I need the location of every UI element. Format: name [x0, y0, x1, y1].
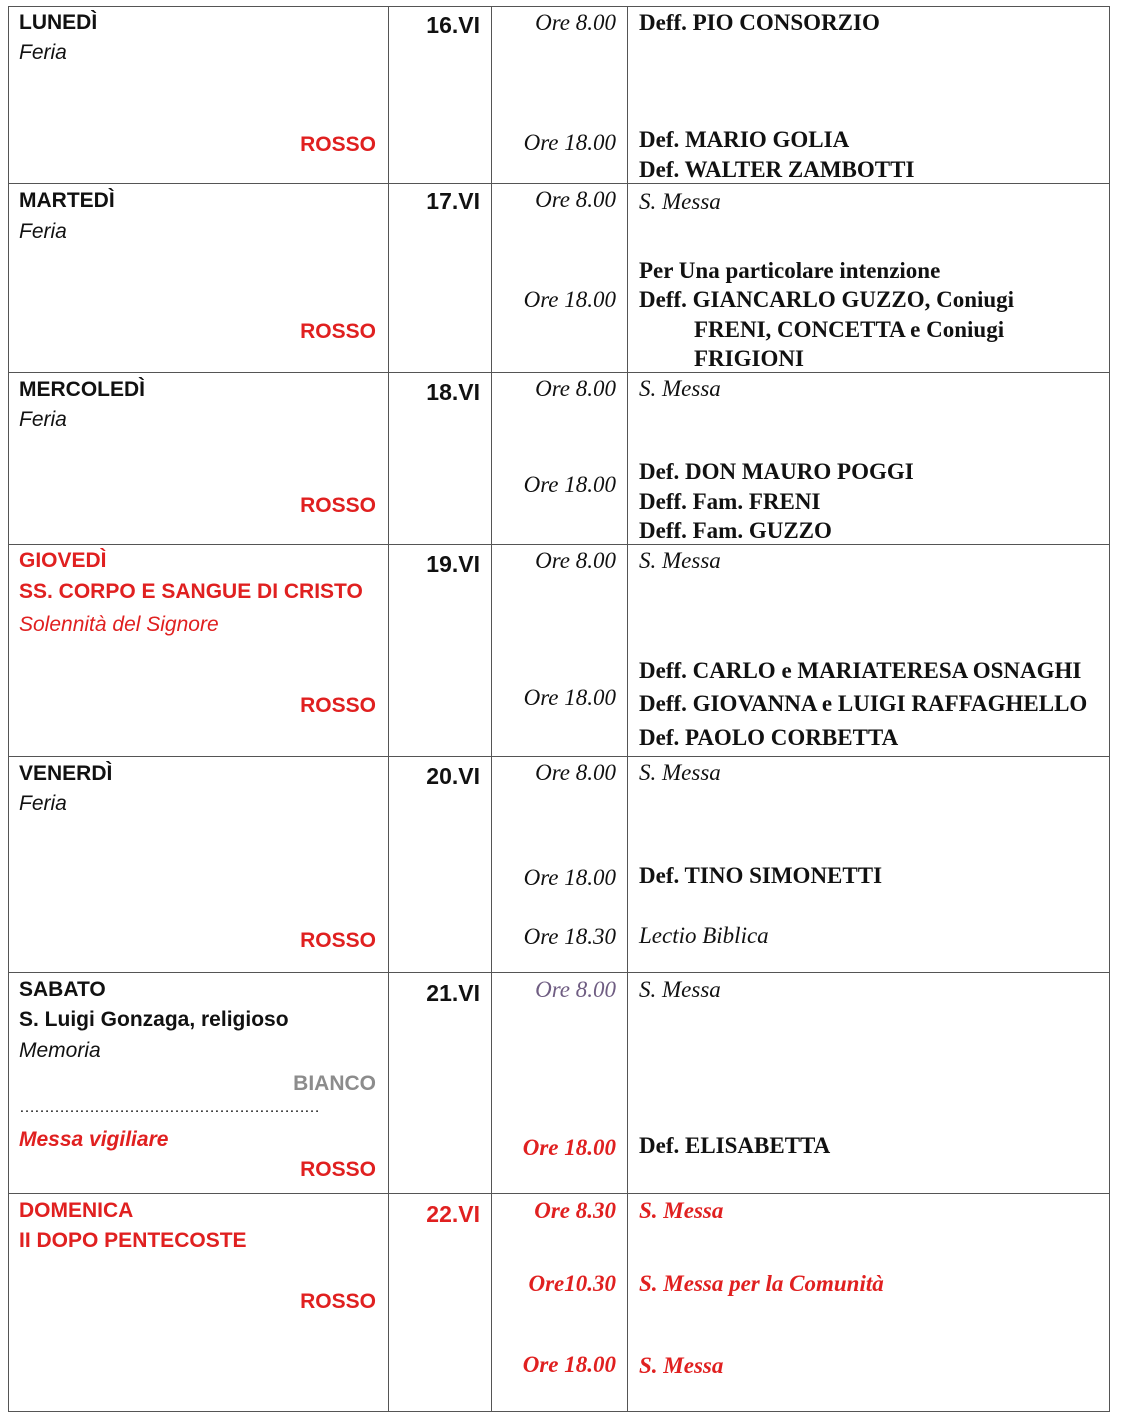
intention: FRIGIONI: [694, 346, 804, 371]
intention: Lectio Biblica: [639, 923, 769, 948]
date: 20.VI: [426, 763, 480, 789]
intention: S. Messa: [639, 189, 721, 214]
day-name: MERCOLEDÌ: [19, 378, 145, 401]
mass-time: Ore 18.00: [523, 472, 616, 497]
intention: S. Messa per la Comunità: [639, 1271, 884, 1296]
intention: Deff. Fam. GUZZO: [639, 518, 832, 543]
liturgical-color: ROSSO: [300, 320, 376, 343]
mass-time: Ore10.30: [528, 1271, 616, 1296]
day-name: LUNEDÌ: [19, 11, 98, 34]
intention: Deff. GIOVANNA e LUIGI RAFFAGHELLO: [639, 691, 1088, 716]
intention: Deff. GIANCARLO GUZZO, Coniugi: [639, 287, 1015, 312]
column-divider: [491, 7, 492, 1411]
liturgical-color: ROSSO: [300, 1290, 376, 1313]
intention: S. Messa: [639, 376, 721, 401]
row-divider: [9, 372, 1109, 373]
mass-time: Ore 18.00: [523, 287, 616, 312]
date: 22.VI: [426, 1201, 480, 1227]
intention: Deff. PIO CONSORZIO: [639, 10, 880, 35]
intention: Def. ELISABETTA: [639, 1133, 831, 1158]
mass-time: Ore 8.00: [535, 548, 616, 573]
feast-type: Feria: [19, 408, 67, 431]
intention: S. Messa: [639, 1198, 724, 1223]
intention: Def. PAOLO CORBETTA: [639, 725, 899, 750]
intention: FRENI, CONCETTA e Coniugi: [694, 317, 1005, 342]
mass-time: Ore 8.00: [535, 10, 616, 35]
feast-type: Memoria: [19, 1039, 101, 1062]
feast-type: Solennità del Signore: [19, 613, 219, 636]
day-name: MARTEDÌ: [19, 189, 115, 212]
day-name: VENERDÌ: [19, 762, 113, 785]
column-divider: [627, 7, 628, 1411]
day-name: SABATO: [19, 978, 106, 1001]
liturgical-color: ROSSO: [300, 929, 376, 952]
mass-time: Ore 8.00: [535, 376, 616, 401]
intention: S. Messa: [639, 548, 721, 573]
intention: S. Messa: [639, 977, 721, 1002]
liturgical-color: ROSSO: [300, 694, 376, 717]
liturgical-color: ROSSO: [300, 1158, 376, 1181]
column-divider: [388, 7, 389, 1411]
row-divider: [9, 1193, 1109, 1194]
separator: ……………………………………………………: [19, 1099, 319, 1116]
date: 16.VI: [426, 12, 480, 38]
intention: Deff. Fam. FRENI: [639, 489, 821, 514]
mass-time: Ore 18.30: [523, 924, 616, 949]
mass-time: Ore 18.00: [523, 685, 616, 710]
row-divider: [9, 756, 1109, 757]
mass-time: Ore 8.00: [535, 187, 616, 212]
intention: Deff. CARLO e MARIATERESA OSNAGHI: [639, 658, 1082, 683]
intention: S. Messa: [639, 760, 721, 785]
feast-name: S. Luigi Gonzaga, religioso: [19, 1008, 289, 1031]
vigil-label: Messa vigiliare: [19, 1128, 169, 1151]
intention: Def. WALTER ZAMBOTTI: [639, 157, 915, 182]
mass-time: Ore 18.00: [523, 130, 616, 155]
row-divider: [9, 544, 1109, 545]
row-divider: [9, 183, 1109, 184]
feast-type: Feria: [19, 41, 67, 64]
mass-time: Ore 18.00: [522, 1135, 616, 1160]
liturgical-color: ROSSO: [300, 494, 376, 517]
day-name: GIOVEDÌ: [19, 549, 107, 572]
feast-type: Feria: [19, 220, 67, 243]
intention: Def. TINO SIMONETTI: [639, 863, 883, 888]
intention: S. Messa: [639, 1353, 724, 1378]
row-divider: [9, 972, 1109, 973]
date: 19.VI: [426, 551, 480, 577]
mass-time: Ore 8.00: [535, 977, 616, 1002]
mass-time: Ore 8.30: [534, 1198, 616, 1223]
intention: Def. MARIO GOLIA: [639, 127, 850, 152]
day-name: DOMENICA: [19, 1199, 134, 1222]
liturgical-color: ROSSO: [300, 133, 376, 156]
date: 18.VI: [426, 379, 480, 405]
feast-name: II DOPO PENTECOSTE: [19, 1229, 247, 1252]
date: 17.VI: [426, 188, 480, 214]
feast-name: SS. CORPO E SANGUE DI CRISTO: [19, 580, 363, 603]
date: 21.VI: [426, 980, 480, 1006]
liturgical-color: BIANCO: [293, 1072, 376, 1095]
mass-time: Ore 18.00: [522, 1352, 616, 1377]
feast-type: Feria: [19, 792, 67, 815]
intention: Def. DON MAURO POGGI: [639, 459, 914, 484]
mass-time: Ore 8.00: [535, 760, 616, 785]
mass-time: Ore 18.00: [523, 865, 616, 890]
intention: Per Una particolare intenzione: [639, 258, 941, 283]
